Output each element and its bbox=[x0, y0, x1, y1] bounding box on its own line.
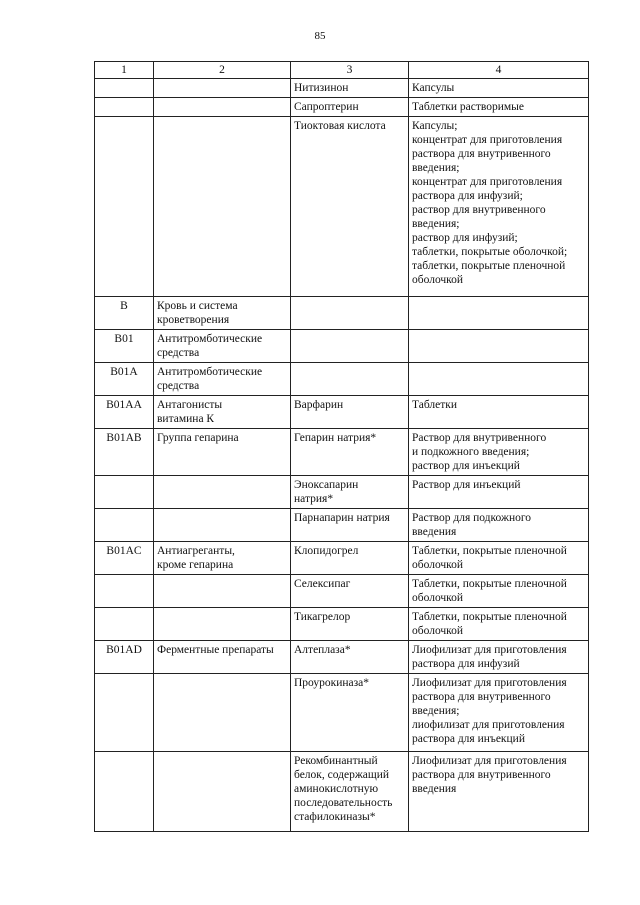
dosage-form-line: и подкожного введения; bbox=[412, 446, 530, 458]
dosage-form-line: раствора для инфузий bbox=[412, 658, 520, 670]
group-name-line: средства bbox=[157, 380, 200, 392]
table-row bbox=[95, 641, 589, 674]
dosage-form-line: Капсулы bbox=[412, 82, 455, 94]
atc-code-cell bbox=[95, 575, 154, 608]
header-cell-form: 4 bbox=[409, 62, 589, 79]
dosage-form-line: введения bbox=[412, 783, 457, 795]
drug-name-cell bbox=[291, 575, 409, 608]
dosage-form-line: Раствор для внутривенного bbox=[412, 432, 547, 444]
group-name-cell bbox=[154, 79, 291, 98]
dosage-form-line: Лиофилизат для приготовления bbox=[412, 644, 567, 656]
drug-name-line: Тикагрелор bbox=[294, 611, 351, 623]
atc-code-cell: B01AC bbox=[95, 542, 154, 575]
atc-code-cell: B01AD bbox=[95, 641, 154, 674]
dosage-form-cell bbox=[409, 608, 589, 641]
dosage-form-line: Лиофилизат для приготовления bbox=[412, 677, 567, 689]
dosage-form-line: оболочкой bbox=[412, 274, 464, 286]
table-row bbox=[95, 297, 589, 330]
dosage-form-cell bbox=[409, 330, 589, 363]
group-name-line: Антиагреганты, bbox=[157, 545, 235, 557]
drug-name-line: аминокислотную bbox=[294, 783, 379, 795]
atc-code-cell: B bbox=[95, 297, 154, 330]
dosage-form-line: раствора для инъекций bbox=[412, 733, 525, 745]
drug-name-cell bbox=[291, 363, 409, 396]
dosage-form-line: оболочкой bbox=[412, 559, 464, 571]
group-name-cell bbox=[154, 297, 291, 330]
dosage-form-cell bbox=[409, 674, 589, 752]
dosage-form-line: раствора для внутривенного bbox=[412, 148, 551, 160]
dosage-form-line: таблетки, покрытые оболочкой; bbox=[412, 246, 568, 258]
drug-name-line: Эноксапарин bbox=[294, 479, 359, 491]
dosage-form-line: введения; bbox=[412, 162, 460, 174]
drug-name-cell bbox=[291, 608, 409, 641]
group-name-cell bbox=[154, 542, 291, 575]
dosage-form-line: Таблетки, покрытые пленочной bbox=[412, 578, 567, 590]
dosage-form-cell bbox=[409, 429, 589, 476]
drug-name-line: Рекомбинантный bbox=[294, 755, 378, 767]
group-name-cell bbox=[154, 396, 291, 429]
dosage-form-line: оболочкой bbox=[412, 625, 464, 637]
group-name-line: витамина К bbox=[157, 413, 215, 425]
atc-code-cell bbox=[95, 79, 154, 98]
dosage-form-line: Таблетки bbox=[412, 399, 458, 411]
page-number: 85 bbox=[314, 30, 326, 42]
table-row bbox=[95, 117, 589, 297]
dosage-form-line: Раствор для подкожного bbox=[412, 512, 532, 524]
drug-name-line: Клопидогрел bbox=[294, 545, 359, 557]
table-row bbox=[95, 363, 589, 396]
drug-name-cell bbox=[291, 117, 409, 297]
table-row bbox=[95, 542, 589, 575]
atc-code-cell bbox=[95, 476, 154, 509]
drug-name-line: Парнапарин натрия bbox=[294, 512, 390, 524]
table-header-row bbox=[95, 62, 589, 79]
group-name-cell bbox=[154, 429, 291, 476]
atc-code-cell bbox=[95, 509, 154, 542]
group-name-line: кроветворения bbox=[157, 314, 230, 326]
drug-name-line: стафилокиназы* bbox=[294, 811, 376, 823]
table-row bbox=[95, 752, 589, 832]
dosage-form-cell bbox=[409, 575, 589, 608]
drug-name-line: Селексипаг bbox=[294, 578, 351, 590]
group-name-line: средства bbox=[157, 347, 200, 359]
header-cell-drug: 3 bbox=[291, 62, 409, 79]
drug-name-line: Тиоктовая кислота bbox=[294, 120, 386, 132]
table-row bbox=[95, 608, 589, 641]
group-name-line: Кровь и система bbox=[157, 300, 238, 312]
dosage-form-cell bbox=[409, 396, 589, 429]
atc-code-cell: B01 bbox=[95, 330, 154, 363]
drug-name-line: белок, содержащий bbox=[294, 769, 390, 781]
group-name-cell bbox=[154, 752, 291, 832]
dosage-form-line: Раствор для инъекций bbox=[412, 479, 521, 491]
dosage-form-line: раствора для внутривенного bbox=[412, 769, 551, 781]
dosage-form-line: введения; bbox=[412, 218, 460, 230]
dosage-form-line: Таблетки растворимые bbox=[412, 101, 524, 113]
table-row bbox=[95, 575, 589, 608]
dosage-form-line: раствора для внутривенного bbox=[412, 691, 551, 703]
dosage-form-cell bbox=[409, 542, 589, 575]
dosage-form-line: концентрат для приготовления bbox=[412, 176, 563, 188]
group-name-cell bbox=[154, 98, 291, 117]
group-name-cell bbox=[154, 509, 291, 542]
drug-name-cell bbox=[291, 509, 409, 542]
drug-name-line: натрия* bbox=[294, 493, 334, 505]
drug-name-line: Варфарин bbox=[294, 399, 344, 411]
group-name-line: Ферментные препараты bbox=[157, 644, 274, 656]
atc-code-cell bbox=[95, 117, 154, 297]
dosage-form-line: Таблетки, покрытые пленочной bbox=[412, 611, 567, 623]
dosage-form-line: раствор для инфузий; bbox=[412, 232, 518, 244]
dosage-form-line: Лиофилизат для приготовления bbox=[412, 755, 567, 767]
dosage-form-cell bbox=[409, 476, 589, 509]
group-name-cell bbox=[154, 363, 291, 396]
drug-name-line: Нитизинон bbox=[294, 82, 349, 94]
dosage-form-line: раствор для инъекций bbox=[412, 460, 520, 472]
dosage-form-line: Таблетки, покрытые пленочной bbox=[412, 545, 567, 557]
drug-name-cell bbox=[291, 297, 409, 330]
dosage-form-line: лиофилизат для приготовления bbox=[412, 719, 565, 731]
dosage-form-line: введения bbox=[412, 526, 457, 538]
group-name-cell bbox=[154, 575, 291, 608]
table-row bbox=[95, 98, 589, 117]
dosage-form-cell bbox=[409, 79, 589, 98]
dosage-form-line: концентрат для приготовления bbox=[412, 134, 563, 146]
drug-name-cell bbox=[291, 641, 409, 674]
table-row bbox=[95, 476, 589, 509]
group-name-line: Антитромботические bbox=[157, 333, 263, 345]
group-name-cell bbox=[154, 117, 291, 297]
drug-list-table bbox=[94, 61, 589, 832]
drug-name-cell bbox=[291, 752, 409, 832]
drug-name-cell bbox=[291, 429, 409, 476]
atc-code-cell bbox=[95, 752, 154, 832]
table-row bbox=[95, 429, 589, 476]
group-name-cell bbox=[154, 608, 291, 641]
dosage-form-line: Капсулы; bbox=[412, 120, 458, 132]
drug-name-line: Проурокиназа* bbox=[294, 677, 370, 689]
group-name-line: Группа гепарина bbox=[157, 432, 239, 444]
dosage-form-cell bbox=[409, 509, 589, 542]
group-name-cell bbox=[154, 641, 291, 674]
dosage-form-line: раствора для инфузий; bbox=[412, 190, 523, 202]
atc-code-cell bbox=[95, 674, 154, 752]
dosage-form-line: оболочкой bbox=[412, 592, 464, 604]
dosage-form-cell bbox=[409, 98, 589, 117]
drug-name-cell bbox=[291, 476, 409, 509]
group-name-cell bbox=[154, 476, 291, 509]
dosage-form-cell bbox=[409, 641, 589, 674]
drug-name-cell bbox=[291, 396, 409, 429]
atc-code-cell bbox=[95, 608, 154, 641]
atc-code-cell: B01AA bbox=[95, 396, 154, 429]
drug-name-cell bbox=[291, 542, 409, 575]
drug-name-cell bbox=[291, 330, 409, 363]
dosage-form-cell bbox=[409, 297, 589, 330]
atc-code-cell bbox=[95, 98, 154, 117]
header-cell-code: 1 bbox=[95, 62, 154, 79]
drug-name-cell bbox=[291, 98, 409, 117]
drug-name-cell bbox=[291, 79, 409, 98]
drug-name-line: Сапроптерин bbox=[294, 101, 359, 113]
dosage-form-cell bbox=[409, 752, 589, 832]
group-name-line: кроме гепарина bbox=[157, 559, 234, 571]
table-body bbox=[95, 79, 589, 832]
group-name-cell bbox=[154, 330, 291, 363]
atc-code-cell: B01AB bbox=[95, 429, 154, 476]
table-row bbox=[95, 396, 589, 429]
table-row bbox=[95, 509, 589, 542]
drug-name-line: последовательность bbox=[294, 797, 393, 809]
group-name-line: Антитромботические bbox=[157, 366, 263, 378]
header-cell-group: 2 bbox=[154, 62, 291, 79]
group-name-line: Антагонисты bbox=[157, 399, 223, 411]
dosage-form-line: раствор для внутривенного bbox=[412, 204, 546, 216]
dosage-form-line: введения; bbox=[412, 705, 460, 717]
dosage-form-cell bbox=[409, 117, 589, 297]
atc-code-cell: B01A bbox=[95, 363, 154, 396]
dosage-form-line: таблетки, покрытые пленочной bbox=[412, 260, 566, 272]
drug-name-line: Алтеплаза* bbox=[294, 644, 351, 656]
group-name-cell bbox=[154, 674, 291, 752]
drug-name-line: Гепарин натрия* bbox=[294, 432, 377, 444]
table-row bbox=[95, 330, 589, 363]
table-row bbox=[95, 79, 589, 98]
table-row bbox=[95, 674, 589, 752]
drug-name-cell bbox=[291, 674, 409, 752]
dosage-form-cell bbox=[409, 363, 589, 396]
